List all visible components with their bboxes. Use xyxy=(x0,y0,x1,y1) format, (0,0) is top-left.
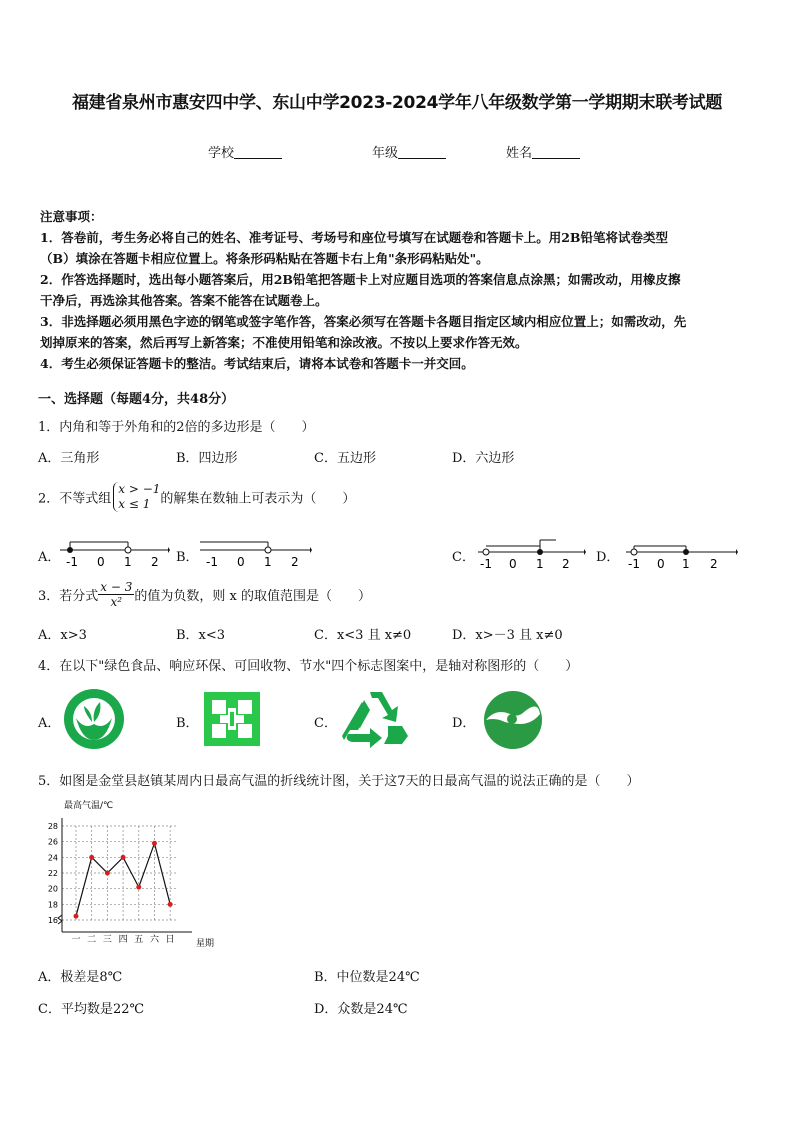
q2-stem: 2．不等式组x > −1 x ≤ 1 的解集在数轴上可表示为（ ） xyxy=(38,482,356,511)
x-tick-label: 四 xyxy=(118,935,128,945)
q4-option-d[interactable]: D． xyxy=(452,716,476,731)
q4-option-c[interactable]: C． xyxy=(314,716,337,731)
y-tick-label: 18 xyxy=(47,900,58,910)
tick-label: 0 xyxy=(509,557,517,570)
q1-option-b[interactable]: B．四边形 xyxy=(176,451,238,466)
number-line-c xyxy=(476,534,588,570)
q5-option-c[interactable]: C．平均数是22℃ xyxy=(38,1002,145,1017)
note-line: （B）填涂在答题卡相应位置上。将条形码粘贴在答题卡右上角"条形码粘贴处"。 xyxy=(40,251,489,266)
green-food-logo-icon xyxy=(62,688,126,750)
q5-option-b[interactable]: B．中位数是24℃ xyxy=(314,970,420,985)
y-tick-label: 26 xyxy=(47,837,58,847)
name-field[interactable]: 姓名 xyxy=(506,142,580,161)
note-line: 1．答卷前，考生务必将自己的姓名、准考证号、考场号和座位号填写在试题卷和答题卡上。用2B铅笔将试卷类型 xyxy=(40,230,668,245)
temperature-line-chart xyxy=(38,798,228,954)
environment-logo-icon xyxy=(202,690,262,748)
y-axis-label: 最高气温/℃ xyxy=(64,801,114,811)
tick-label: 2 xyxy=(151,555,159,569)
inequality-system: x > −1 x ≤ 1 xyxy=(113,482,160,512)
q5-option-a[interactable]: A．极差是8℃ xyxy=(38,970,123,985)
tick-label: 1 xyxy=(124,555,132,569)
x-axis-label: 星期 xyxy=(196,939,215,949)
x-tick-label: 一 xyxy=(71,935,81,945)
note-line: 划掉原来的答案，然后再写上新答案；不准使用铅笔和涂改液。不按以上要求作答无效。 xyxy=(40,335,528,350)
tick-label: -1 xyxy=(628,557,640,570)
q4-option-a[interactable]: A． xyxy=(38,716,61,731)
tick-label: 0 xyxy=(97,555,105,569)
q2-option-b[interactable]: B． xyxy=(176,550,199,565)
notes-heading: 注意事项： xyxy=(40,209,103,224)
note-line: 3．非选择题必须用黑色字迹的钢笔或签字笔作答，答案必须写在答题卡各题目指定区域内相应位置上；如需改动，先 xyxy=(40,314,687,329)
tick-label: 0 xyxy=(237,555,245,569)
data-point xyxy=(152,841,157,846)
tick-label: 2 xyxy=(562,557,570,570)
q3-option-a[interactable]: A．x>3 xyxy=(38,628,87,643)
number-line-a xyxy=(58,534,170,570)
tick-label: 2 xyxy=(291,555,299,569)
x-tick-label: 六 xyxy=(149,935,159,945)
note-line: 2．作答选择题时，选出每小题答案后，用2B铅笔把答题卡上对应题目选项的答案信息点涂黑；如需改动，用橡皮擦 xyxy=(40,272,681,287)
tick-label: -1 xyxy=(66,555,78,569)
y-tick-label: 22 xyxy=(47,869,58,878)
q1-option-d[interactable]: D．六边形 xyxy=(452,451,515,466)
x-tick-label: 五 xyxy=(134,935,144,945)
tick-label: 1 xyxy=(682,557,690,570)
tick-label: 1 xyxy=(264,555,272,569)
number-line-d xyxy=(624,534,740,570)
q5-stem: 5．如图是金堂县赵镇某周内日最高气温的折线统计图，关于这7天的日最高气温的说法正确的是（ ） xyxy=(38,774,640,789)
tick-label: 0 xyxy=(657,557,665,570)
axis-break xyxy=(58,915,62,924)
notes-block xyxy=(40,206,760,374)
note-line: 4．考生必须保证答题卡的整洁。考试结束后，请将本试卷和答题卡一并交回。 xyxy=(40,356,474,371)
q3-option-d[interactable]: D．x>－3 且 x≠0 xyxy=(452,628,563,643)
data-point xyxy=(105,871,110,876)
q4-stem: 4．在以下"绿色食品、响应环保、可回收物、节水"四个标志图案中，是轴对称图形的（ ） xyxy=(38,659,579,674)
x-tick-label: 二 xyxy=(87,935,97,945)
y-tick-label: 20 xyxy=(47,884,58,894)
data-point xyxy=(136,885,141,890)
section-heading: 一、选择题（每题4分，共48分） xyxy=(38,392,235,407)
q1-option-c[interactable]: C．五边形 xyxy=(314,451,376,466)
note-line: 干净后，再选涂其他答案。答案不能答在试题卷上。 xyxy=(40,293,328,308)
tick-label: -1 xyxy=(206,555,218,569)
y-tick-label: 24 xyxy=(47,853,58,863)
y-tick-label: 16 xyxy=(47,916,58,925)
chart-labels xyxy=(48,822,175,945)
page-title: 福建省泉州市惠安四中学、东山中学2023-2024学年八年级数学第一学期期末联考试题 xyxy=(71,93,723,113)
data-point xyxy=(168,902,173,907)
q1-stem: 1．内角和等于外角和的2倍的多边形是（ ） xyxy=(38,420,315,435)
q2-option-a[interactable]: A． xyxy=(38,550,61,565)
q3-option-b[interactable]: B．x<3 xyxy=(176,628,226,643)
school-field[interactable]: 学校 xyxy=(208,142,282,161)
q3-stem: 3．若分式 $\frac{x - 3}{\text{x²}}$ 的值为负数，则 x 的取值范围是（ ） xyxy=(38,580,371,609)
chart-grid xyxy=(62,826,178,920)
fraction: $\frac{x - 3}{\text{x²}}$ xyxy=(100,580,133,609)
data-point xyxy=(89,855,94,860)
grade-field[interactable]: 年级 xyxy=(372,142,446,161)
number-line-b xyxy=(198,534,314,570)
x-tick-label: 三 xyxy=(102,935,112,945)
tick-label: 1 xyxy=(536,557,544,570)
q2-option-d[interactable]: D． xyxy=(596,550,620,565)
q5-option-d[interactable]: D．众数是24℃ xyxy=(314,1002,408,1017)
tick-label: -1 xyxy=(480,557,492,570)
y-tick-label: 28 xyxy=(47,822,58,831)
tick-label: 2 xyxy=(710,557,718,570)
data-point xyxy=(121,855,126,860)
q4-option-b[interactable]: B． xyxy=(176,716,199,731)
water-saving-logo-icon xyxy=(482,690,544,750)
data-point xyxy=(74,914,79,919)
recycle-logo-icon xyxy=(340,688,412,750)
q1-option-a[interactable]: A．三角形 xyxy=(38,451,100,466)
q2-option-c[interactable]: C． xyxy=(452,550,475,565)
q3-option-c[interactable]: C．x<3 且 x≠0 xyxy=(314,628,412,643)
x-tick-label: 日 xyxy=(165,935,175,945)
